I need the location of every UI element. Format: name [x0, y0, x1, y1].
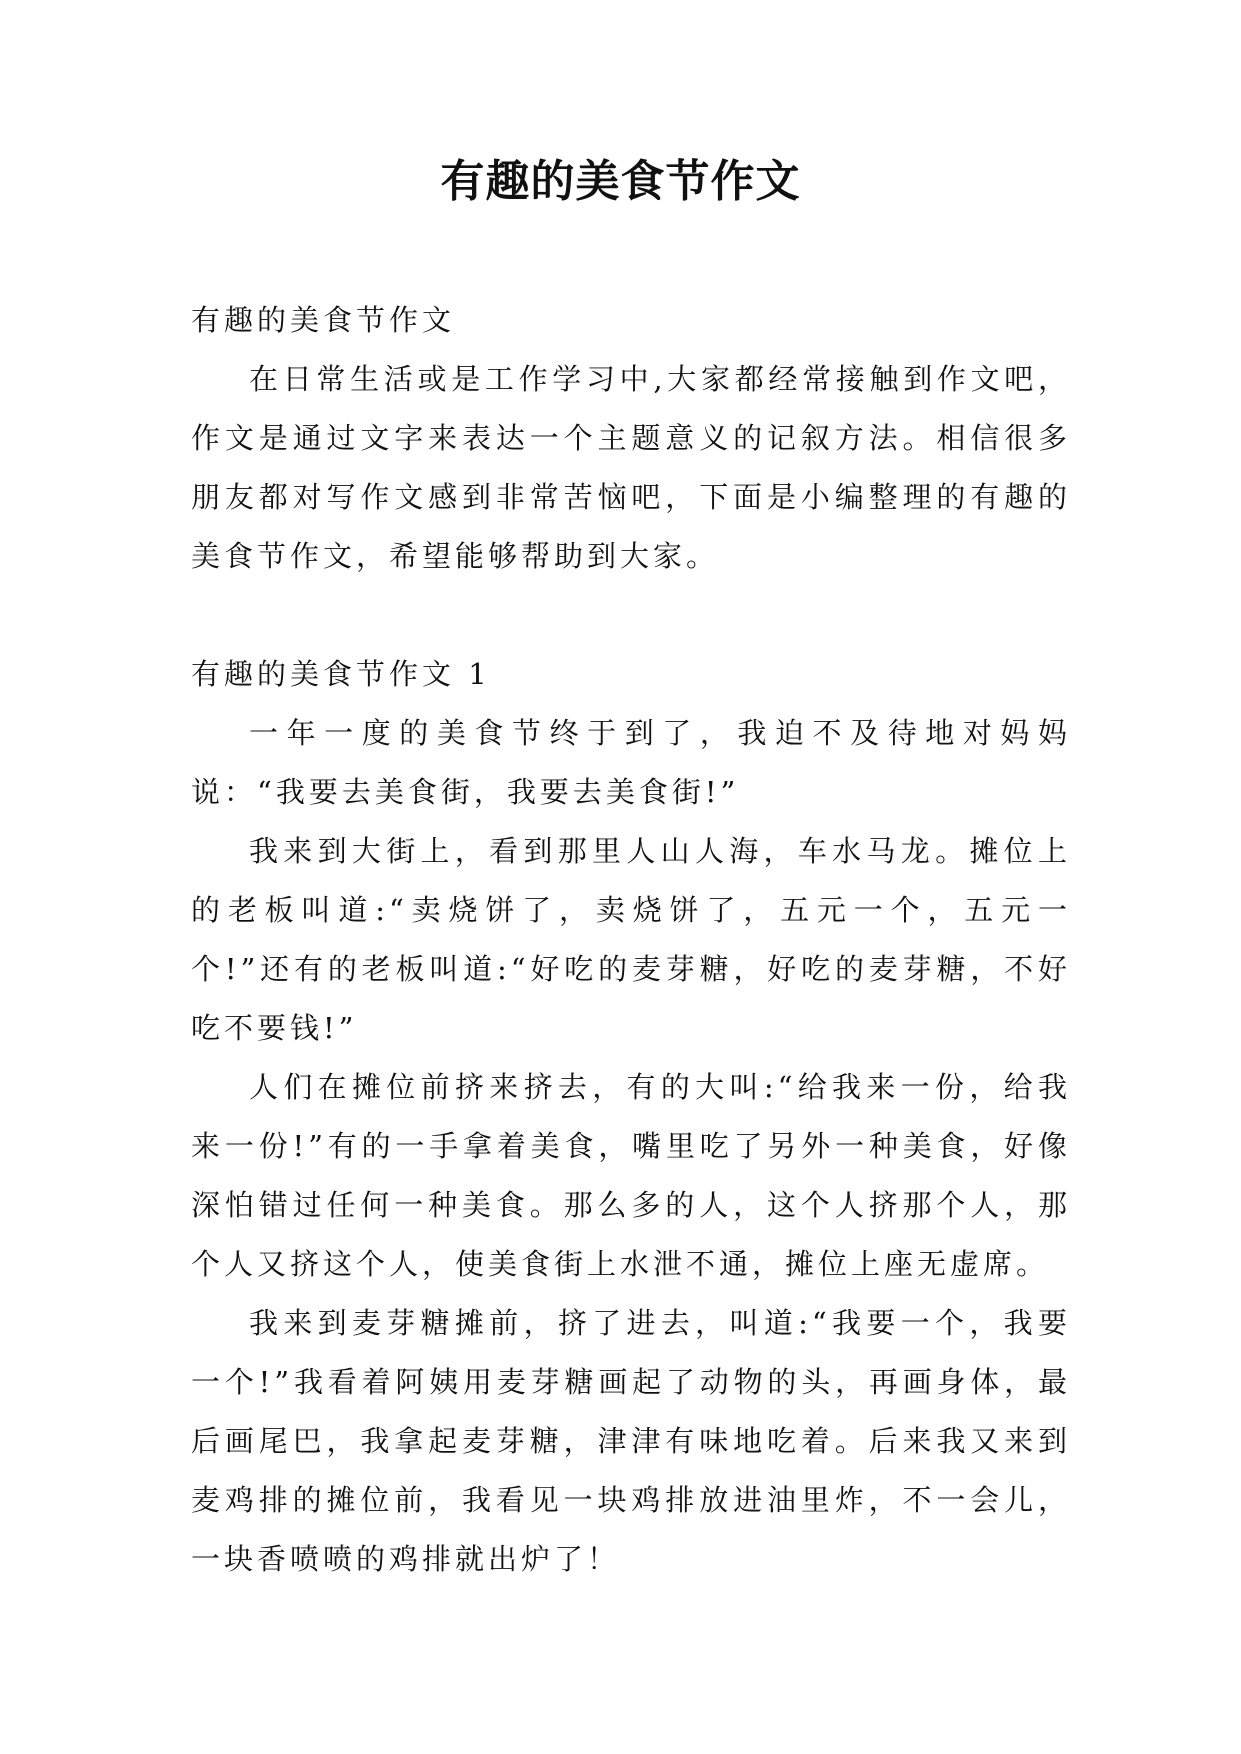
essay-paragraph-1: 一年一度的美食节终于到了，我迫不及待地对妈妈说：“我要去美食街，我要去美食街!” — [191, 716, 1071, 809]
document-title: 有趣的美食节作文 — [440, 156, 801, 207]
essay-paragraph-4: 我来到麦芽糖摊前，挤了进去，叫道:“我要一个，我要一个!”我看着阿姨用麦芽糖画起了动物的头，再画身体，最后画尾巴，我拿起麦芽糖，津津有味地吃着。后来我又来到麦鸡排的摊位前，我看见一块鸡排放进油里炸，不一会儿，一块香喷喷的鸡排就出炉了！ — [191, 1306, 1071, 1576]
essay-paragraph-2: 我来到大街上，看到那里人山人海，车水马龙。摊位上的老板叫道:“卖烧饼了，卖烧饼了，五元一个，五元一个!”还有的老板叫道:“好吃的麦芽糖，好吃的麦芽糖，不好吃不要钱!” — [191, 834, 1071, 1045]
intro-paragraph: 在日常生活或是工作学习中,大家都经常接触到作文吧，作文是通过文字来表达一个主题意义的记叙方法。相信很多朋友都对写作文感到非常苦恼吧，下面是小编整理的有趣的美食节作文，希望能够帮助到大家。 — [191, 362, 1071, 573]
document-body — [191, 290, 1071, 1589]
essay-paragraph-3: 人们在摊位前挤来挤去，有的大叫:“给我来一份，给我来一份!”有的一手拿着美食，嘴里吃了另外一种美食，好像深怕错过任何一种美食。那么多的人，这个人挤那个人，那个人又挤这个人，使美食街上水泄不通，摊位上座无虚席。 — [191, 1070, 1071, 1281]
section-heading: 有趣的美食节作文 1 — [191, 657, 491, 691]
intro-heading: 有趣的美食节作文 — [191, 303, 456, 337]
